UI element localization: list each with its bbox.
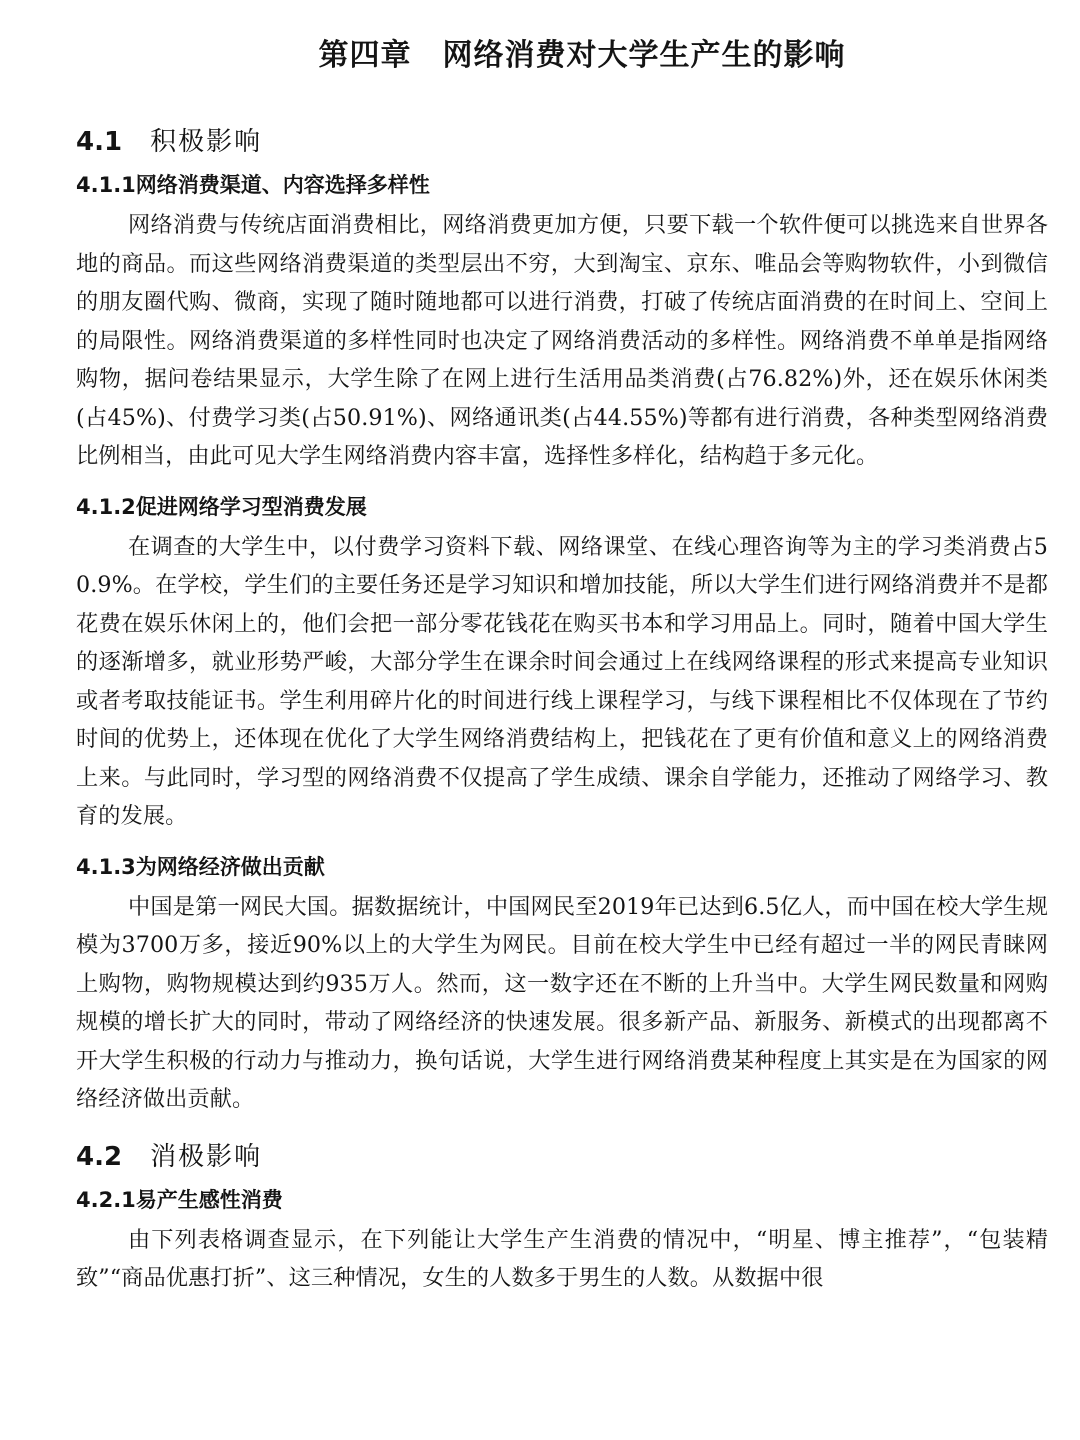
section-number: 4.2 [76, 1141, 123, 1172]
document-page [76, 30, 1048, 1312]
section-title: 积极影响 [150, 127, 263, 157]
subsection-heading-4-1-2: 4.1.2促进网络学习型消费发展 [76, 494, 367, 519]
subsection-heading-4-2-1: 4.2.1易产生感性消费 [76, 1187, 283, 1212]
subsection-heading-4-1-1: 4.1.1网络消费渠道、内容选择多样性 [76, 173, 430, 197]
paragraph-4-2-1: 由下列表格调查显示，在下列能让大学生产生消费的情况中，“明星、博主推荐”，“包装精致”“商品优惠打折”、这三种情况，女生的人数多于男生的人数。从数据中很 [76, 1226, 1048, 1291]
chapter-title: 第四章 网络消费对大学生产生的影响 [318, 38, 846, 73]
paragraph-4-1-2: 在调查的大学生中，以付费学习资料下载、网络课堂、在线心理咨询等为主的学习类消费占50.9%。在学校，学生们的主要任务还是学习知识和增加技能，所以大学生们进行网络消费并不是都花费在娱乐休闲上的，他们会把一部分零花钱花在购买书本和学习用品上。同时，随着中国大学生的逐渐增多，就业形势严峻，大部分学生在课余时间会通过上在线网络课程的形式来提高专业知识或者考取技能证书。学生利用碎片化的时间进行线上课程学习，与线下课程相比不仅体现在了节约时间的优势上，还体现在优化了大学生网络消费结构上，把钱花在了更有价值和意义上的网络消费上来。与此同时，学习型的网络消费不仅提高了学生成绩、课余自学能力，还推动了网络学习、教育的发展。 [76, 533, 1048, 829]
section-heading-4-1 [76, 124, 1048, 160]
paragraph-4-1-3: 中国是第一网民大国。据数据统计，中国网民至2019年已达到6.5亿人，而中国在校大学生规模为3700万多，接近90%以上的大学生为网民。目前在校大学生中已经有超过一半的网民青睐网上购物，购物规模达到约935万人。然而，这一数字还在不断的上升当中。大学生网民数量和网购规模的增长扩大的同时，带动了网络经济的快速发展。很多新产品、新服务、新模式的出现都离不开大学生积极的行动力与推动力，换句话说，大学生进行网络消费某种程度上其实是在为国家的网络经济做出贡献。 [76, 893, 1048, 1112]
subsection-heading-4-1-3: 4.1.3为网络经济做出贡献 [76, 854, 325, 879]
section-number: 4.1 [76, 127, 123, 157]
section-heading-4-2 [76, 1139, 1048, 1175]
paragraph-4-1-1: 网络消费与传统店面消费相比，网络消费更加方便，只要下载一个软件便可以挑选来自世界各地的商品。而这些网络消费渠道的类型层出不穷，大到淘宝、京东、唯品会等购物软件，小到微信的朋友圈代购、微商，实现了随时随地都可以进行消费，打破了传统店面消费的在时间上、空间上的局限性。网络消费渠道的多样性同时也决定了网络消费活动的多样性。网络消费不单单是指网络购物，据问卷结果显示，大学生除了在网上进行生活用品类消费(占76.82%)外，还在娱乐休闲类(占45%)、付费学习类(占50.91%)、网络通讯类(占44.55%)等都有进行消费，各种类型网络消费比例相当，由此可见大学生网络消费内容丰富，选择性多样化，结构趋于多元化。 [76, 212, 1048, 469]
section-title: 消极影响 [150, 1141, 263, 1172]
